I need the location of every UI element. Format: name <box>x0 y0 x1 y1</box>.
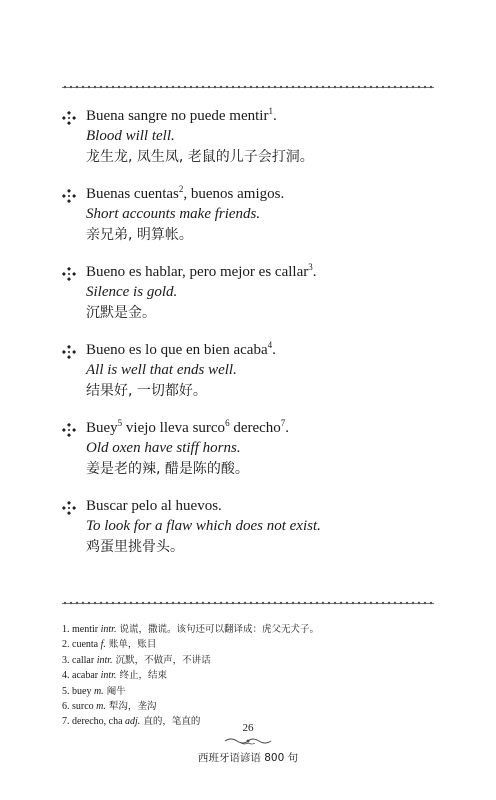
footnote-5: 5. buey m. 阉牛 <box>62 685 126 697</box>
english-translation: To look for a flaw which does not exist. <box>86 518 321 534</box>
chinese-translation: 结果好, 一切都好。 <box>86 383 207 399</box>
footnotes <box>62 622 434 730</box>
footnote-ref[interactable]: 7 <box>280 418 286 428</box>
footnote-ref[interactable]: 1 <box>268 106 273 116</box>
proverb-entry <box>62 106 442 184</box>
four-diamond-bullet-icon <box>62 189 76 203</box>
chinese-translation: 姜是老的辣, 醋是陈的酸。 <box>86 461 249 477</box>
proverb-entry <box>62 184 442 262</box>
footnote-3: 3. callar intr. 沉默，不做声，不讲话 <box>62 654 211 666</box>
footnote-4: 4. acabar intr. 终止，结束 <box>62 670 167 682</box>
spanish-proverb: Bueno es lo que en bien acaba$^4$. <box>86 340 276 358</box>
chinese-translation: 鸡蛋里挑骨头。 <box>86 539 184 555</box>
english-translation: Short accounts make friends. <box>86 206 261 222</box>
top-dotted-rule <box>62 83 434 91</box>
footnote-1: 1. mentir intr. 说谎，撒谎。该句还可以翻译成：虎父无犬子。 <box>62 624 319 635</box>
proverb-entry <box>62 496 442 574</box>
footnote-ref[interactable]: 4 <box>267 340 273 350</box>
footnote-6: 6. surco m. 犁沟，垄沟 <box>62 700 157 712</box>
english-translation: Blood will tell. <box>86 128 175 144</box>
spanish-proverb: Buenas cuentas$^2$, buenos amigos. <box>86 184 285 202</box>
proverb-entry <box>62 340 442 418</box>
chinese-translation: 龙生龙, 凤生凤, 老鼠的儿子会打洞。 <box>86 149 314 165</box>
english-translation: All is well that ends well. <box>86 362 237 378</box>
bottom-dotted-rule <box>62 599 434 607</box>
four-diamond-bullet-icon <box>62 345 76 359</box>
page-number: 26 <box>242 722 254 734</box>
footnote-2: 2. cuenta f. 账单，账目 <box>62 639 157 651</box>
proverb-list <box>62 106 442 574</box>
english-translation: Old oxen have stiff horns. <box>86 440 241 456</box>
chinese-translation: 沉默是金。 <box>86 305 156 321</box>
spanish-proverb: Buena sangre no puede mentir$^1$. <box>86 106 277 124</box>
four-diamond-bullet-icon <box>62 111 76 125</box>
footer-swirl-ornament-icon <box>223 736 273 746</box>
english-translation: Silence is gold. <box>86 284 178 300</box>
footnote-ref[interactable]: 3 <box>308 262 313 272</box>
four-diamond-bullet-icon <box>62 423 76 437</box>
footnote-ref[interactable]: 6 <box>225 418 230 428</box>
footnote-ref[interactable]: 2 <box>178 184 184 194</box>
proverb-entry <box>62 418 442 496</box>
footnote-ref[interactable]: 5 <box>117 418 123 428</box>
spanish-proverb: Bueno es hablar, pero mejor es callar$^3$. <box>86 262 317 280</box>
spanish-proverb: Buey$^5$ viejo lleva surco$^6$ derecho$^7$. <box>86 418 290 436</box>
footnote-7: 7. derecho, cha adj. 直的，笔直的 <box>62 716 201 728</box>
chinese-translation: 亲兄弟, 明算帐。 <box>86 227 193 243</box>
book-title: 西班牙语谚语 800 句 <box>197 752 299 764</box>
proverb-entry <box>62 262 442 340</box>
four-diamond-bullet-icon <box>62 501 76 515</box>
spanish-proverb: Buscar pelo al huevos. <box>86 498 222 514</box>
four-diamond-bullet-icon <box>62 267 76 281</box>
